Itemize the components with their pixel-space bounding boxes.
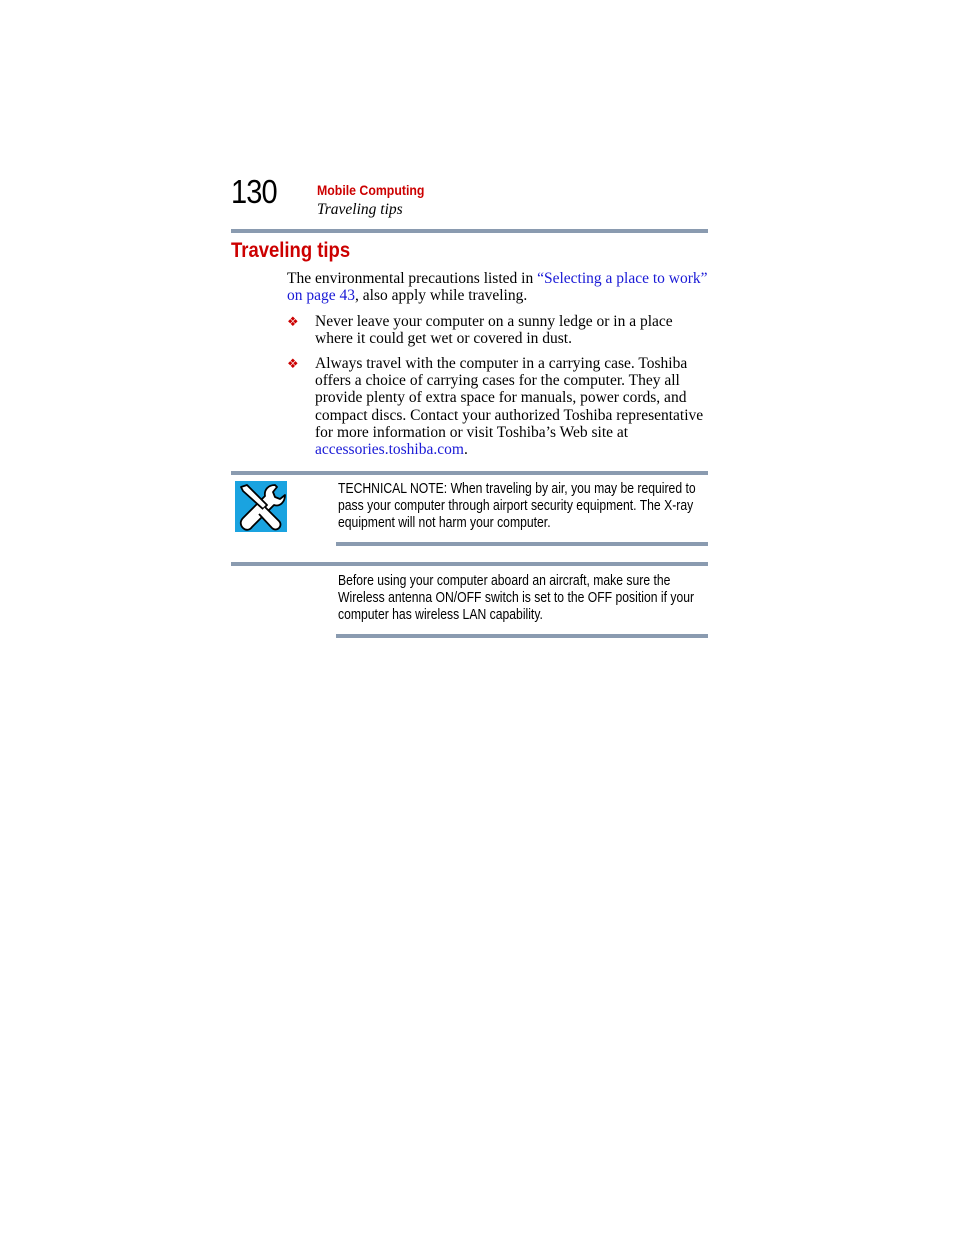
aircraft-note-text: Before using your computer aboard an aircraft, make sure the Wireless antenna ON/OFF switch is set to the OFF position if your computer has wireless LAN capability. xyxy=(338,573,695,623)
diamond-bullet-icon: ❖ xyxy=(287,314,299,329)
selecting-place-link[interactable]: “Selecting a place to work” on page 43 xyxy=(287,270,708,305)
list-item-text: Always travel with the computer in a carrying case. Toshiba offers a choice of carrying cases for the computer. They all provide plenty of extra space for manuals, power cords, and compact discs. Contact your authorized Toshiba representative for more information or visit Toshiba’s Web site at xyxy=(315,355,704,441)
list-item: Never leave your computer on a sunny ledge or in a place where it could get wet or covered in dust. xyxy=(315,313,673,348)
wrench-icon xyxy=(235,481,287,532)
accessories-link[interactable]: accessories.toshiba.com xyxy=(315,441,464,459)
intro-text-after: , also apply while traveling. xyxy=(355,287,528,305)
note-bottom-divider xyxy=(336,634,708,638)
running-section-title: Mobile Computing xyxy=(317,182,425,198)
note-top-divider xyxy=(231,471,708,475)
diamond-bullet-icon: ❖ xyxy=(287,356,299,371)
page-number: 130 xyxy=(231,173,277,210)
list-item-text-after: . xyxy=(463,441,468,459)
list-item xyxy=(315,355,713,458)
intro-paragraph xyxy=(287,270,712,304)
section-heading: Traveling tips xyxy=(231,239,351,262)
intro-text-before: The environmental precautions listed in xyxy=(287,270,538,287)
note-bottom-divider xyxy=(336,542,708,546)
header-divider xyxy=(231,229,708,233)
note-top-divider xyxy=(231,562,708,566)
technical-note-text: TECHNICAL NOTE: When traveling by air, you may be required to pass your computer through airport security equipment. The X-ray equipment will not harm your computer. xyxy=(338,481,696,531)
running-subsection-title: Traveling tips xyxy=(317,201,403,218)
